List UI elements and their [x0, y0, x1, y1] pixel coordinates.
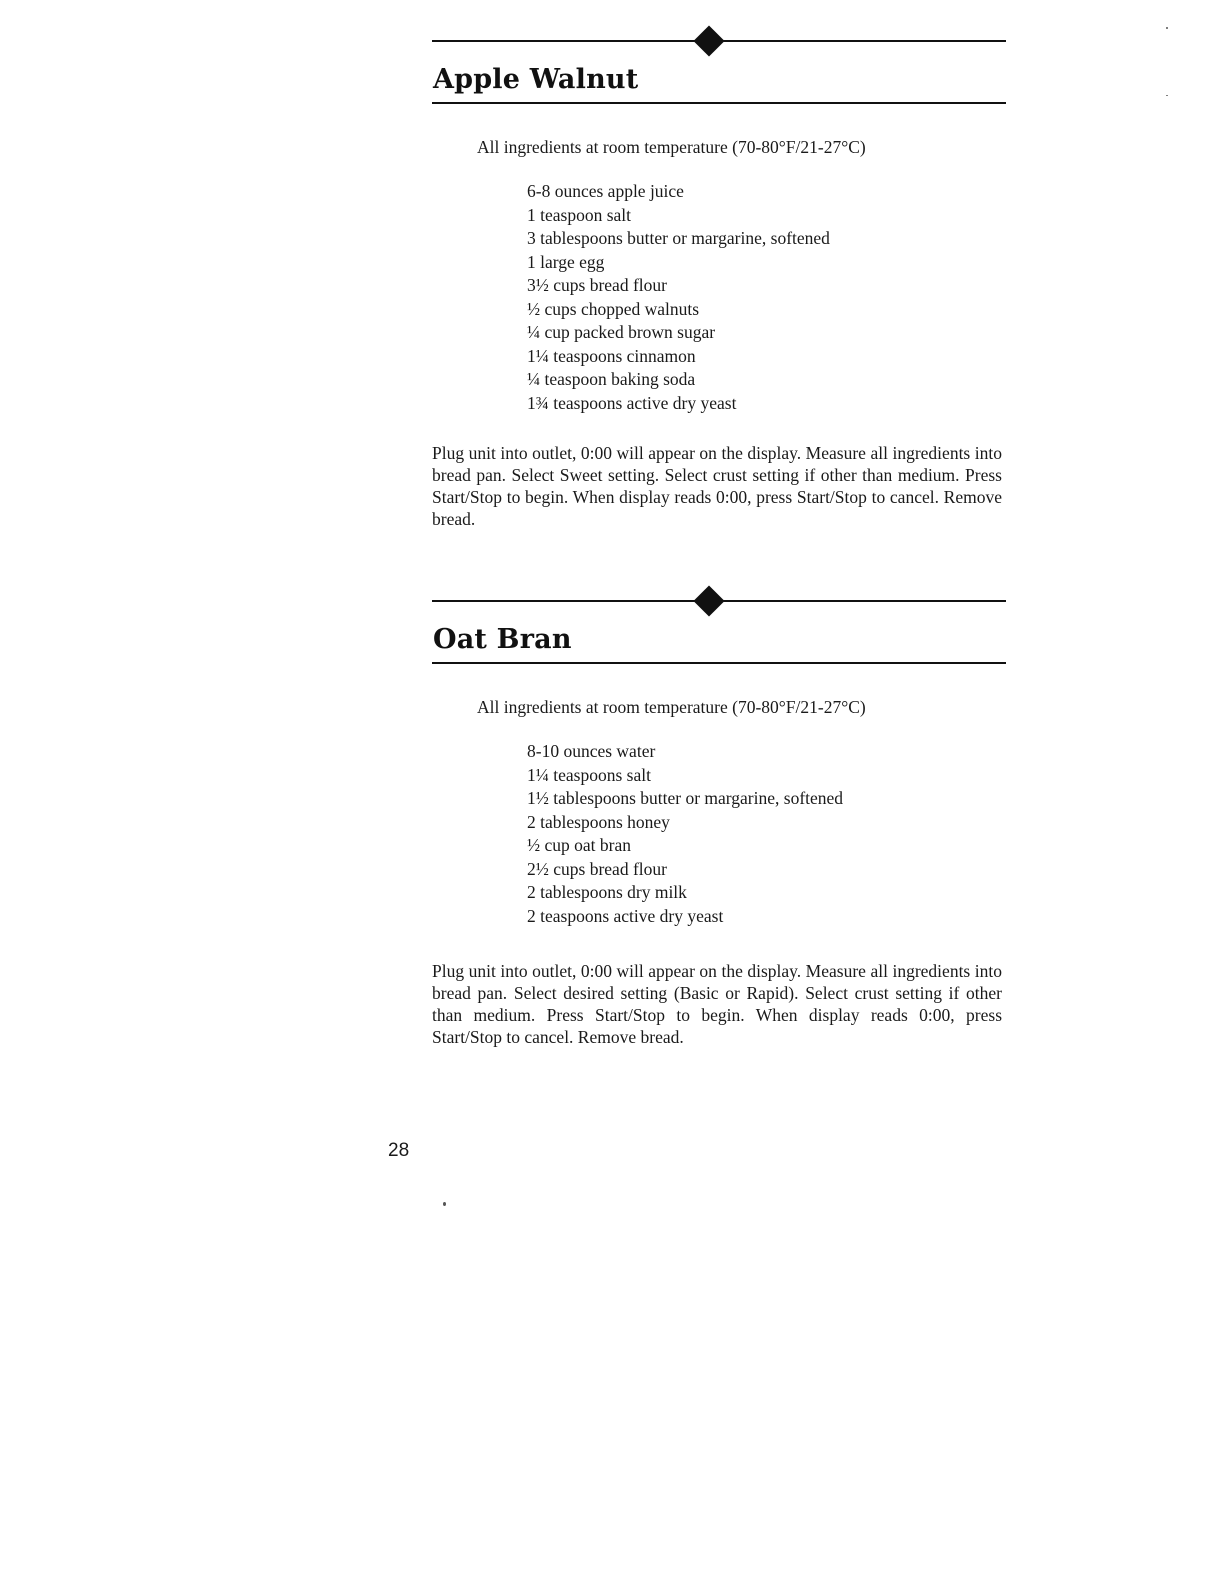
diamond-ornament-icon: [693, 585, 724, 616]
ingredient-item: 3½ cups bread flour: [527, 275, 667, 295]
ingredient-item: ¼ cup packed brown sugar: [527, 322, 716, 342]
title-underline: [432, 102, 1006, 104]
ingredient-item: 2 teaspoons active dry yeast: [527, 905, 724, 926]
ingredient-item: 8-10 ounces water: [527, 741, 656, 761]
ingredient-item: 2½ cups bread flour: [527, 858, 667, 879]
recipe-instructions: Plug unit into outlet, 0:00 will appear on the display. Measure all ingredients into bread pan. Select desired setting (Basic or Rapid). Select crust setting if other than medium. Press Start/Stop to begin. When display reads 0:00, press Start/Stop to cancel. Remove bread.: [432, 961, 1002, 1047]
title-underline: [432, 662, 1006, 664]
diamond-ornament-icon: [693, 25, 724, 56]
ingredient-item: 3 tablespoons butter or margarine, softened: [527, 228, 830, 248]
ingredient-list: [527, 740, 843, 928]
ingredient-item: 2 tablespoons honey: [527, 811, 670, 832]
scan-speck: [1166, 27, 1168, 29]
ingredient-item: ½ cup oat bran: [527, 835, 631, 855]
scan-speck: [443, 1202, 446, 1206]
recipe-instructions: Plug unit into outlet, 0:00 will appear on the display. Measure all ingredients into bread pan. Select Sweet setting. Select crust setting if other than medium. Press Start/Stop to begin. When display reads 0:00, press Start/Stop to cancel. Remove bread.: [432, 443, 1002, 529]
ingredient-item: 1¾ teaspoons active dry yeast: [527, 392, 737, 413]
recipe-title: Apple Walnut: [433, 64, 639, 95]
ingredient-item: 1½ tablespoons butter or margarine, softened: [527, 788, 844, 808]
temperature-note: All ingredients at room temperature (70-80°F/21-27°C): [477, 137, 866, 157]
ingredient-item: 6-8 ounces apple juice: [527, 181, 684, 201]
ingredient-item: ½ cups chopped walnuts: [527, 298, 700, 319]
temperature-note: All ingredients at room temperature (70-80°F/21-27°C): [477, 697, 866, 717]
ingredient-item: 1 teaspoon salt: [527, 204, 632, 225]
ingredient-item: ¼ teaspoon baking soda: [527, 369, 696, 389]
ingredient-item: 1 large egg: [527, 251, 605, 272]
recipe-title: Oat Bran: [433, 624, 572, 655]
page-number: 28: [388, 1140, 410, 1161]
ingredient-item: 1¼ teaspoons cinnamon: [527, 345, 696, 366]
ingredient-item: 1¼ teaspoons salt: [527, 764, 651, 785]
scan-speck: [1166, 95, 1168, 96]
ingredient-list: [527, 180, 830, 415]
ingredient-item: 2 tablespoons dry milk: [527, 882, 687, 902]
